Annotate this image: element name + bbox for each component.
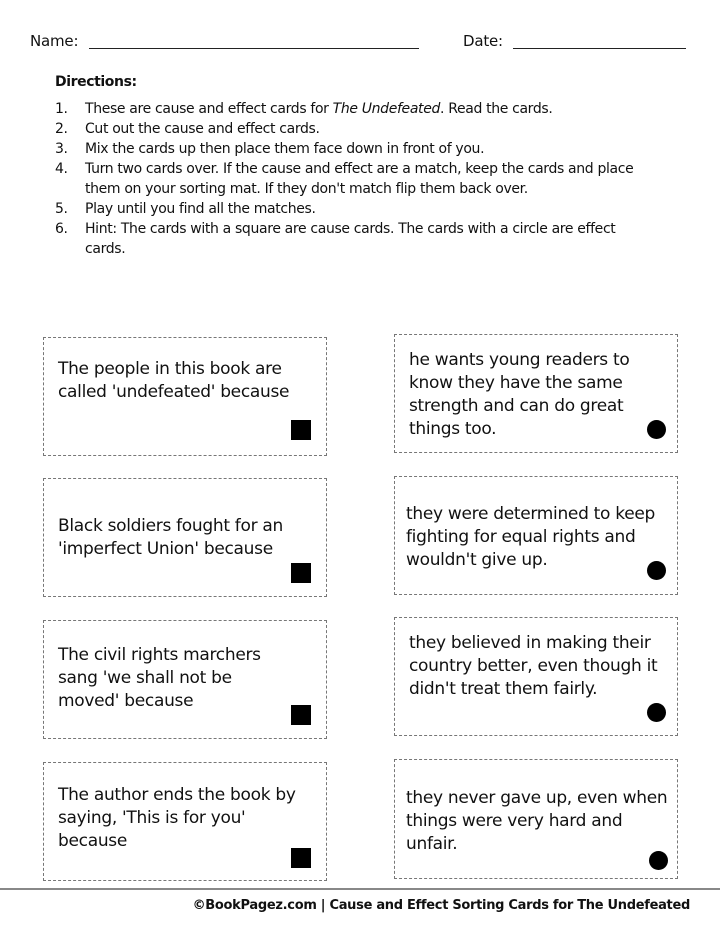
effect-card[interactable] xyxy=(394,617,678,736)
direction-text: Hint: The cards with a square are cause cards. The cards with a circle are effect cards. xyxy=(85,221,616,257)
circle-icon xyxy=(647,703,666,722)
square-icon xyxy=(291,705,311,725)
card-text: The civil rights marchers sang 'we shall not be moved' because xyxy=(58,645,261,711)
book-title: The Undefeated xyxy=(332,101,440,117)
direction-item xyxy=(55,99,685,119)
direction-number: 1. xyxy=(55,101,68,117)
direction-text: Mix the cards up then place them face down in front of you. xyxy=(85,141,485,157)
direction-item xyxy=(55,119,685,139)
direction-item xyxy=(55,199,685,219)
circle-icon xyxy=(647,561,666,580)
square-icon xyxy=(291,563,311,583)
cause-card[interactable] xyxy=(43,478,327,597)
date-label: Date: xyxy=(463,32,503,50)
cause-card[interactable] xyxy=(43,337,327,456)
effect-card[interactable] xyxy=(394,476,678,595)
direction-text: Play until you find all the matches. xyxy=(85,201,316,217)
direction-text: Cut out the cause and effect cards. xyxy=(85,121,320,137)
circle-icon xyxy=(649,851,668,870)
card-text: they were determined to keep fighting for equal rights and wouldn't give up. xyxy=(406,504,655,570)
directions-list xyxy=(55,99,685,259)
cause-card[interactable] xyxy=(43,762,327,881)
effect-card[interactable] xyxy=(394,334,678,453)
direction-number: 6. xyxy=(55,221,68,237)
direction-item xyxy=(55,159,685,199)
card-text: he wants young readers to know they have the same strength and can do great things too. xyxy=(409,350,630,439)
card-text: The author ends the book by saying, 'This is for you' because xyxy=(58,785,296,851)
cause-card[interactable] xyxy=(43,620,327,739)
name-label: Name: xyxy=(30,32,79,50)
footer-divider xyxy=(0,888,720,890)
directions-title: Directions: xyxy=(55,74,137,90)
name-field[interactable] xyxy=(89,48,419,49)
circle-icon xyxy=(647,420,666,439)
card-text: Black soldiers fought for an 'imperfect Union' because xyxy=(58,516,283,559)
direction-number: 5. xyxy=(55,201,68,217)
direction-item xyxy=(55,139,685,159)
square-icon xyxy=(291,420,311,440)
direction-number: 4. xyxy=(55,161,68,177)
effect-card[interactable] xyxy=(394,759,678,879)
direction-item xyxy=(55,219,685,259)
card-text: The people in this book are called 'undefeated' because xyxy=(58,359,290,402)
footer-credit: ©BookPagez.com | Cause and Effect Sorting Cards for The Undefeated xyxy=(192,898,690,913)
direction-number: 2. xyxy=(55,121,68,137)
square-icon xyxy=(291,848,311,868)
date-field[interactable] xyxy=(513,48,686,49)
direction-text: Turn two cards over. If the cause and effect are a match, keep the cards and place them on your sorting mat. If they don't match flip them back over. xyxy=(85,161,634,197)
direction-number: 3. xyxy=(55,141,68,157)
card-text: they never gave up, even when things were very hard and unfair. xyxy=(406,788,668,854)
direction-text: These are cause and effect cards for The Undefeated. Read the cards. xyxy=(85,101,553,117)
card-text: they believed in making their country better, even though it didn't treat them fairly. xyxy=(409,633,658,699)
